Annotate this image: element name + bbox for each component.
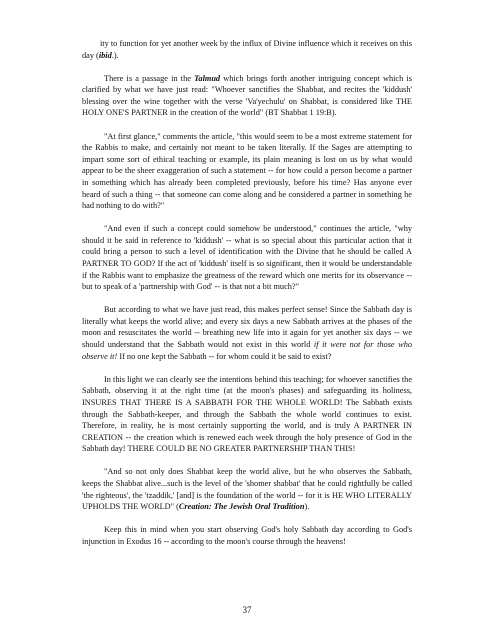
paragraph-text: If no one kept the Sabbath -- for whom could it be said to exist? bbox=[117, 351, 332, 361]
paragraph-text: ). bbox=[304, 502, 310, 512]
paragraph bbox=[82, 73, 412, 119]
page-number: 37 bbox=[242, 605, 252, 615]
paragraph-text: "At first glance," comments the article, "this would seem to be a most extreme statement for the Rabbis to make, and certainly not meant to be taken literally. If the Sages are attempting to impart some sort of ethical teaching or example, its plain meaning is lost on us by what would appear to be the sheer exaggeration of such a statement -- for how could a person become a partner in something which has already been completed previously, before his time? Has anyone ever heard of such a thing -- that someone can come along and be considered a partner in something he had nothing to do with?" bbox=[82, 131, 412, 211]
paragraph-text: "And so not only does Shabbat keep the world alive, but he who observes the Sabbath, keeps the Shabbat alive...such is the level of the 'shomer shabbat' that he could rightfully be called 'the righteous', the 'tzaddik,' [and] is the foundation of the world -- for it is HE WHO LITERALLY UPHOLDS THE WORLD" ( bbox=[82, 467, 412, 512]
emphasis-text: ibid bbox=[98, 50, 112, 60]
emphasis-text: Creation: The Jewish Oral Tradition bbox=[178, 502, 305, 512]
paragraph bbox=[82, 466, 412, 512]
paragraph bbox=[82, 304, 412, 362]
paragraph-text: In this light we can clearly see the intentions behind this teaching; for whoever sanctifies the Sabbath, observing it at the right time (at the moon's phases) and safeguarding its holiness, INSURES THAT THERE IS A SABBATH FOR THE WHOLE WORLD! The Sabbath exists through the Sabbath-keeper, and through the Sabbath the whole world continues to exist. Therefore, in reality, he is most certainly supporting the world, and is truly A PARTNER IN CREATION -- the creation which is renewed each week through the holy presence of God in the Sabbath day! THERE COULD BE NO GREATER PARTNERSHIP THAN THIS! bbox=[82, 374, 412, 454]
paragraph-text: There is a passage in the bbox=[104, 73, 195, 83]
paragraph bbox=[82, 223, 412, 293]
paragraph-text: ity to function for yet another week by the influx of Divine influence which it receives on this day ( bbox=[82, 39, 412, 60]
paragraph-text: Keep this in mind when you start observing God's holy Sabbath day according to God's injunction in Exodus 16 -- according to the moon's course through the heavens! bbox=[82, 525, 412, 546]
paragraph bbox=[82, 524, 412, 547]
paragraph bbox=[82, 374, 412, 455]
paragraph-text: But according to what we have just read, this makes perfect sense! Since the Sabbath day is literally what keeps the world alive; and every six days a new Sabbath arrives at the phases of the moon and resuscitates the world -- breathing new life into it again for yet another six days -- we should understand that the Sabbath would not exist in this world bbox=[82, 305, 412, 350]
paragraph bbox=[82, 38, 412, 61]
paragraph-text: which brings forth another intriguing concept which is clarified by what we have just read: "Whoever sanctifies the Shabbat, and recites the 'kiddush' blessing over the wine together with the verse 'Va'yechulu' on Shabbat, is considered like THE HOLY ONE'S PARTNER in the creation of the world" (BT Shabbat 1 19:B). bbox=[82, 73, 412, 118]
paragraph bbox=[82, 131, 412, 212]
document-body bbox=[82, 38, 412, 559]
emphasis-text: Talmud bbox=[194, 73, 221, 83]
paragraph-text: .). bbox=[111, 50, 119, 60]
emphasis-text: if it were not for those who observe it! bbox=[82, 340, 413, 361]
paragraph-text: "And even if such a concept could somehow be understood," continues the article, "why should it be said in reference to 'kiddush' -- what is so special about this particular action that it could bring a person to such a level of identification with the Divine that he should be called A PARTNER TO GOD? If the act of 'kiddush' itself is so significant, then it would be understandable if the Rabbis want to emphasize the greatness of the reward which one merits for its observance -- but to speak of a 'partnership with God' -- is that not a bit much?" bbox=[82, 224, 412, 292]
